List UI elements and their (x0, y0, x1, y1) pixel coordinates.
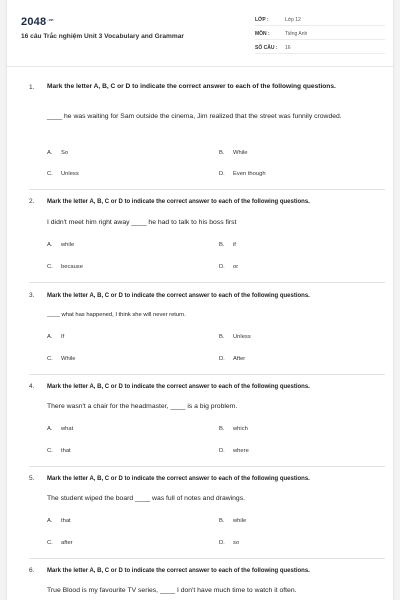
option-c[interactable]: C. because (47, 264, 83, 270)
option-d[interactable]: D. Even though (219, 171, 266, 177)
question-stem: True Blood is my favourite TV series, ____ I don't have much time to watch it often. (47, 587, 297, 594)
meta-value: Tiếng Anh (285, 30, 308, 37)
question-stem: There wasn't a chair for the headmaster, ____ is a big problem. (47, 403, 238, 410)
question-number: 3. (29, 292, 35, 299)
option-b[interactable]: B. if (219, 242, 236, 248)
question-stem: ____ what has happened, I think she will never return. (47, 312, 186, 318)
meta-label: LỚP : (255, 16, 269, 23)
meta-row-subject (255, 28, 385, 40)
option-d[interactable]: D. so (219, 540, 240, 546)
worksheet-header (7, 0, 393, 67)
question-instruction: Mark the letter A, B, C or D to indicate the correct answer to each of the following questions. (47, 568, 310, 574)
question-1 (29, 78, 385, 190)
option-b[interactable]: B. While (219, 150, 248, 156)
question-divider (29, 558, 385, 559)
option-a[interactable]: A. what (47, 426, 74, 432)
question-4 (29, 377, 385, 469)
question-number: 6. (29, 567, 35, 574)
option-b[interactable]: B. while (219, 518, 247, 524)
question-divider (29, 374, 385, 375)
question-instruction: Mark the letter A, B, C or D to indicate the correct answer to each of the following questions. (47, 476, 310, 482)
question-instruction: Mark the letter A, B, C or D to indicate the correct answer to each of the following questions. (47, 384, 310, 390)
option-c[interactable]: C. Unless (47, 171, 79, 177)
question-divider (29, 282, 385, 283)
meta-label: SỐ CÂU : (255, 44, 278, 51)
question-instruction: Mark the letter A, B, C or D to indicate the correct answer to each of the following questions. (47, 83, 336, 90)
site-logo[interactable]: $2048^{.vn}$ (21, 16, 54, 28)
question-stem: ____ he was waiting for Sam outside the cinema, Jim realized that the street was funnily crowded. (47, 113, 342, 120)
meta-label: MÔN : (255, 30, 270, 37)
meta-value: Lớp 12 (285, 16, 301, 23)
option-b[interactable]: B. which (219, 426, 248, 432)
worksheet-page (7, 0, 393, 600)
question-number: 5. (29, 475, 35, 482)
question-5 (29, 469, 385, 561)
option-a[interactable]: A. that (47, 518, 71, 524)
question-divider (29, 466, 385, 467)
question-number: 1. (29, 84, 35, 91)
worksheet-title: 16 câu Trắc nghiệm Unit 3 Vocabulary and Grammar (21, 33, 184, 40)
question-stem: The student wiped the board ____ was full of notes and drawings. (47, 495, 245, 502)
question-divider (29, 189, 385, 190)
question-2 (29, 192, 385, 284)
question-number: 4. (29, 383, 35, 390)
option-d[interactable]: D. or (219, 264, 239, 270)
question-6 (29, 561, 385, 600)
option-c[interactable]: C. While (47, 356, 76, 362)
option-d[interactable]: D. where (219, 448, 249, 454)
worksheet-meta (255, 14, 385, 56)
option-b[interactable]: B. Unless (219, 334, 251, 340)
meta-value: 16 (285, 44, 291, 51)
meta-row-class (255, 14, 385, 26)
option-a[interactable]: A. while (47, 242, 75, 248)
option-d[interactable]: D. After (219, 356, 246, 362)
option-a[interactable]: A. If (47, 334, 65, 340)
meta-row-count (255, 42, 385, 54)
question-number: 2. (29, 198, 35, 205)
option-a[interactable]: A. So (47, 150, 69, 156)
option-c[interactable]: C. that (47, 448, 71, 454)
question-stem: I didn't meet him right away ____ he had to talk to his boss first (47, 219, 237, 226)
question-instruction: Mark the letter A, B, C or D to indicate the correct answer to each of the following questions. (47, 199, 310, 205)
question-instruction: Mark the letter A, B, C or D to indicate the correct answer to each of the following questions. (47, 293, 310, 299)
question-3 (29, 286, 385, 376)
option-c[interactable]: C. after (47, 540, 73, 546)
